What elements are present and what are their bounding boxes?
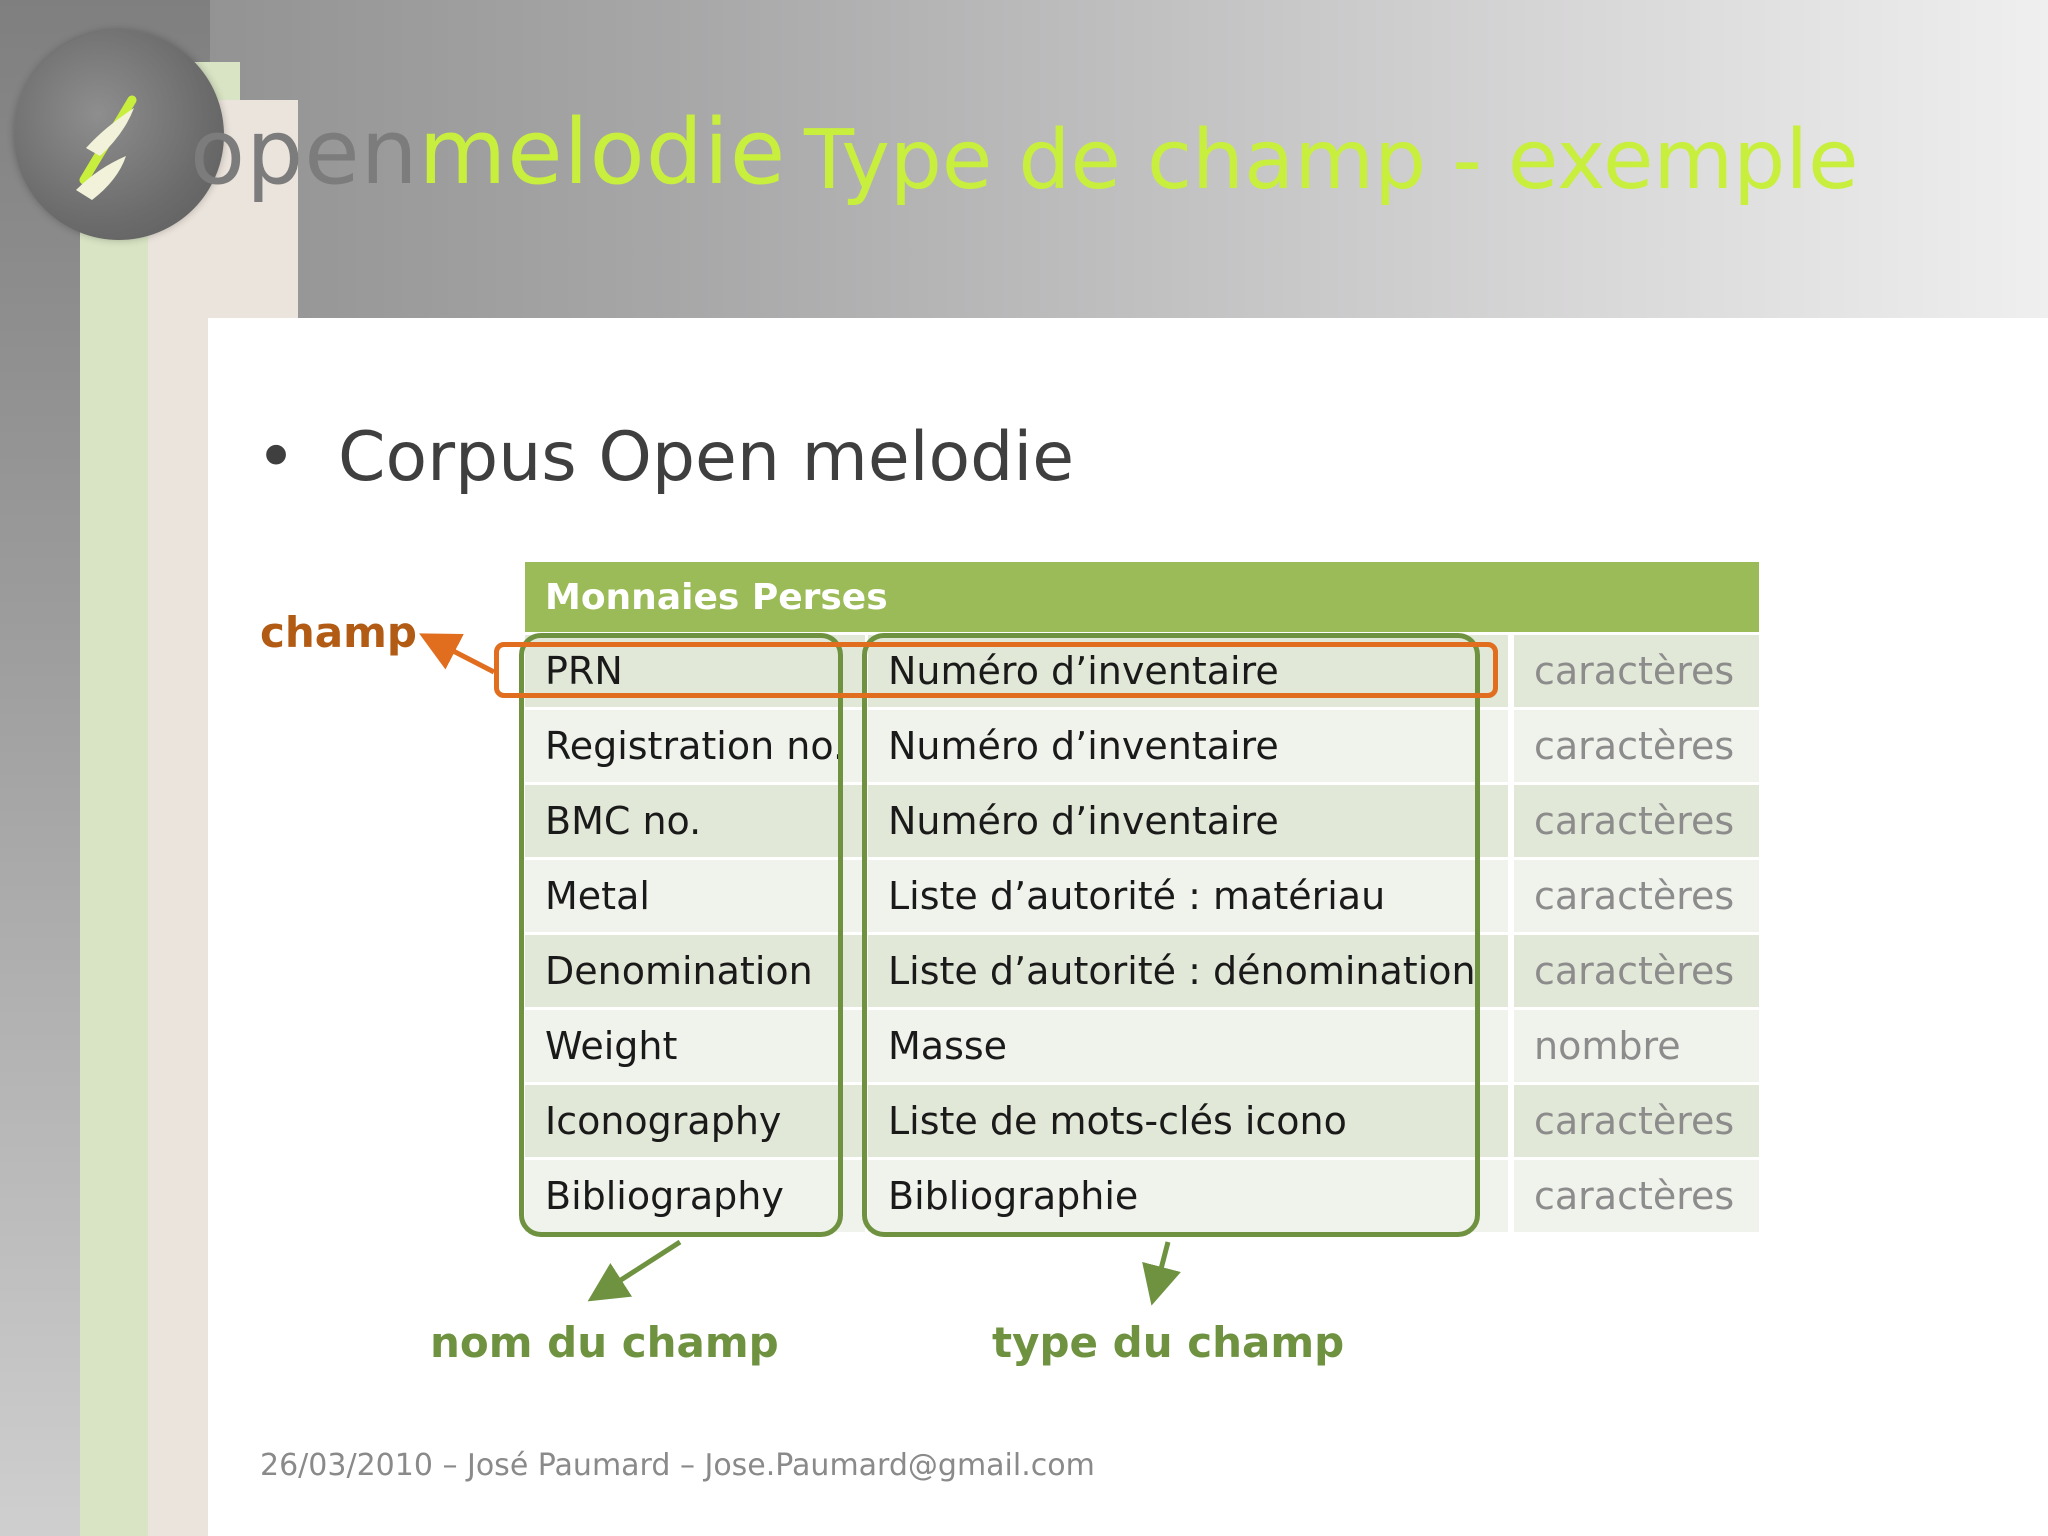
field-name-highlight bbox=[519, 633, 843, 1237]
field-name-cell: Registration no. bbox=[525, 707, 865, 782]
field-type-highlight bbox=[862, 633, 1480, 1237]
field-format-cell: caractères bbox=[1508, 782, 1759, 857]
field-name-cell: Iconography bbox=[525, 1082, 865, 1157]
field-type-cell: Bibliographie bbox=[865, 1157, 1508, 1232]
bullet-text: Corpus Open melodie bbox=[338, 418, 1075, 497]
field-type-cell: Liste d’autorité : matériau bbox=[865, 857, 1508, 932]
field-name-cell: Denomination bbox=[525, 932, 865, 1007]
logo-open-text: open bbox=[190, 100, 419, 205]
field-type-cell: Numéro d’inventaire bbox=[865, 782, 1508, 857]
field-name-cell: Bibliography bbox=[525, 1157, 865, 1232]
field-type-cell: Liste de mots-clés icono bbox=[865, 1082, 1508, 1157]
field-name-cell: PRN bbox=[525, 632, 865, 707]
logo-melodie-text: melodie bbox=[418, 100, 787, 205]
type-du-champ-label: type du champ bbox=[992, 1318, 1345, 1367]
brand-logo bbox=[190, 100, 787, 205]
champ-label: champ bbox=[260, 608, 417, 657]
bullet-item bbox=[256, 418, 1074, 497]
nom-du-champ-label: nom du champ bbox=[430, 1318, 779, 1367]
field-format-cell: caractères bbox=[1508, 707, 1759, 782]
field-format-cell: caractères bbox=[1508, 1082, 1759, 1157]
field-name-cell: BMC no. bbox=[525, 782, 865, 857]
field-type-cell: Numéro d’inventaire bbox=[865, 707, 1508, 782]
field-type-cell: Masse bbox=[865, 1007, 1508, 1082]
field-format-cell: caractères bbox=[1508, 857, 1759, 932]
table-header: Monnaies Perses bbox=[525, 562, 1759, 632]
bullet-icon: • bbox=[256, 418, 297, 497]
field-name-cell: Weight bbox=[525, 1007, 865, 1082]
field-format-cell: caractères bbox=[1508, 632, 1759, 707]
field-format-cell: caractères bbox=[1508, 932, 1759, 1007]
field-format-cell: nombre bbox=[1508, 1007, 1759, 1082]
slide-title: Type de champ - exemple bbox=[804, 113, 1859, 208]
field-format-cell: caractères bbox=[1508, 1157, 1759, 1232]
field-type-cell: Numéro d’inventaire bbox=[865, 632, 1508, 707]
slide-footer: 26/03/2010 – José Paumard – Jose.Paumard@gmail.com bbox=[260, 1448, 1095, 1483]
field-row-highlight bbox=[494, 642, 1498, 698]
field-type-cell: Liste d’autorité : dénomination bbox=[865, 932, 1508, 1007]
field-name-cell: Metal bbox=[525, 857, 865, 932]
